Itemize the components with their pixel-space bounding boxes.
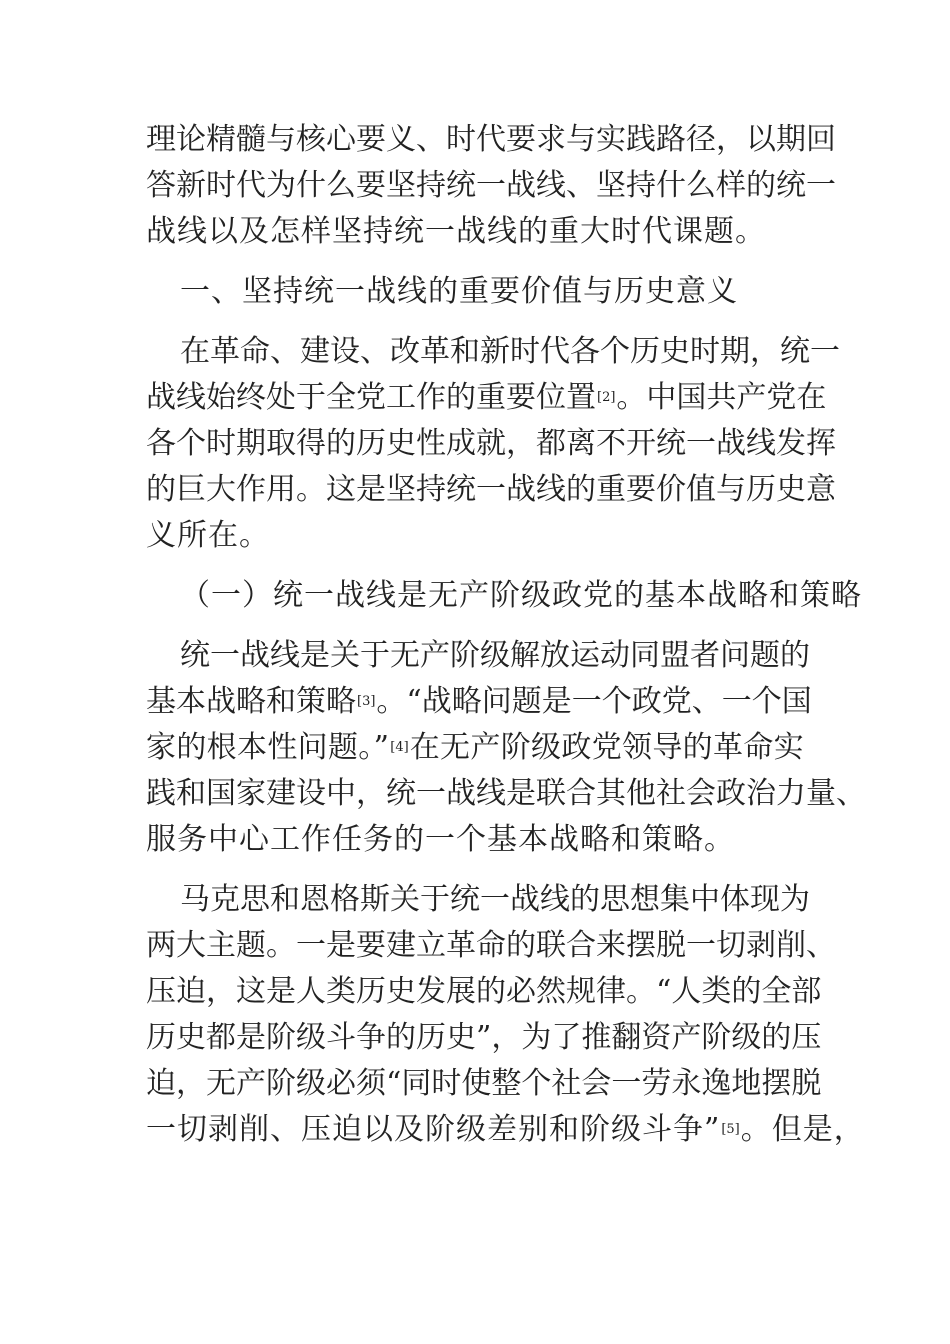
- text-run: 战线始终处于全党工作的重要位置: [146, 380, 596, 415]
- paragraph-line: [0, 730, 950, 766]
- text-run: 在无产阶级政党领导的革命实: [409, 730, 804, 765]
- paragraph-line: [0, 882, 950, 918]
- paragraph-line: [0, 928, 950, 964]
- paragraph-line: [0, 974, 950, 1010]
- citation-marker: [4]: [390, 740, 409, 755]
- text-run: 各个时期取得的历史性成就，都离不开统一战线发挥: [146, 426, 836, 461]
- citation-marker: [3]: [357, 694, 376, 709]
- text-run: 践和国家建设中，统一战线是联合其他社会政治力量、: [146, 776, 866, 811]
- text-run: 基本战略和策略: [146, 684, 356, 719]
- text-run: 战线以及怎样坚持统一战线的重大时代课题。: [146, 214, 766, 249]
- heading-line: [0, 274, 950, 310]
- text-run: 统一战线是关于无产阶级解放运动同盟者问题的: [180, 638, 810, 673]
- text-run: 马克思和恩格斯关于统一战线的思想集中体现为: [180, 882, 810, 917]
- text-run: 。“战略问题是一个政党、一个国: [376, 684, 812, 719]
- text-run: 压迫，这是人类历史发展的必然规律。“人类的全部: [146, 974, 822, 1009]
- paragraph-line: [0, 168, 950, 204]
- text-run: 义所在。: [146, 518, 270, 553]
- paragraph-line: [0, 1066, 950, 1102]
- text-run: 在革命、建设、改革和新时代各个历史时期，统一: [180, 334, 840, 369]
- text-run: 历史都是阶级斗争的历史”，为了推翻资产阶级的压: [146, 1020, 822, 1055]
- text-run: 一切剥削、压迫以及阶级差别和阶级斗争”: [146, 1112, 721, 1147]
- paragraph-line: [0, 684, 950, 720]
- paragraph-line: [0, 380, 950, 416]
- paragraph-line: [0, 638, 950, 674]
- paragraph-line: [0, 214, 950, 250]
- heading-line: [0, 578, 950, 614]
- paragraph-line: [0, 122, 950, 158]
- text-run: 服务中心工作任务的一个基本战略和策略。: [146, 822, 735, 857]
- text-run: 。中国共产党在: [616, 380, 827, 415]
- text-run: 迫，无产阶级必须“同时使整个社会一劳永逸地摆脱: [146, 1066, 822, 1101]
- paragraph-line: [0, 426, 950, 462]
- text-run: 的巨大作用。这是坚持统一战线的重要价值与历史意: [146, 472, 836, 507]
- text-run: 答新时代为什么要坚持统一战线、坚持什么样的统一: [146, 168, 836, 203]
- text-run: 一、坚持统一战线的重要价值与历史意义: [180, 274, 738, 309]
- text-run: 家的根本性问题。”: [146, 730, 390, 765]
- citation-marker: [2]: [597, 390, 616, 405]
- paragraph-line: [0, 822, 950, 858]
- paragraph-line: [0, 776, 950, 812]
- paragraph-line: [0, 472, 950, 508]
- text-run: 。但是，: [740, 1112, 865, 1147]
- paragraph-line: [0, 1112, 950, 1148]
- text-run: 两大主题。一是要建立革命的联合来摆脱一切剥削、: [146, 928, 836, 963]
- paragraph-line: [0, 334, 950, 370]
- text-run: （一）统一战线是无产阶级政党的基本战略和策略: [180, 578, 862, 613]
- paragraph-line: [0, 518, 950, 554]
- citation-marker: [5]: [721, 1122, 740, 1137]
- text-run: 理论精髓与核心要义、时代要求与实践路径，以期回: [146, 122, 836, 157]
- paragraph-line: [0, 1020, 950, 1056]
